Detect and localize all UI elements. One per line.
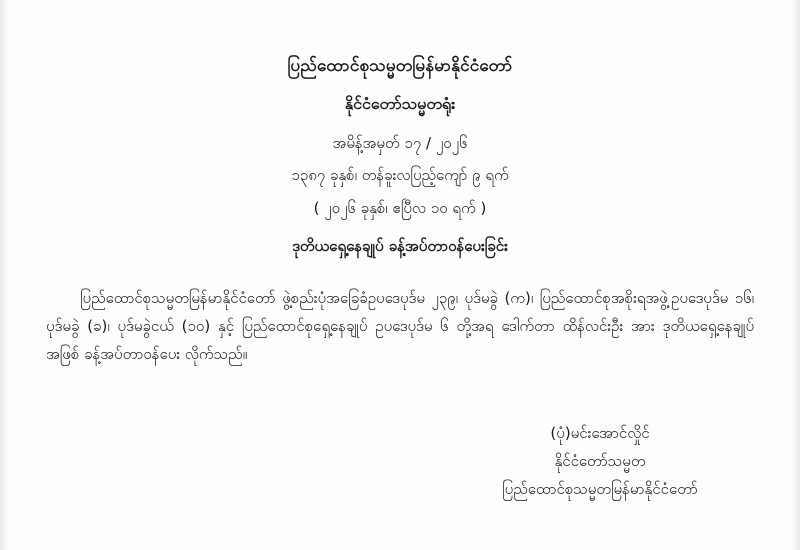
date-myanmar: ၁၃၈၇ ခုနှစ်၊ တန်ခူးလပြည့်ကျော် ၉ ရက်	[291, 166, 509, 184]
order-number: အမိန့်အမှတ် ၁၇ / ၂၀၂၆	[332, 133, 468, 152]
page-right-shadow	[792, 0, 800, 550]
date-gregorian: ( ၂၀၂၆ ခုနှစ်၊ ဧပြီလ ၁၀ ရက် )	[313, 198, 487, 217]
document-content	[46, 54, 754, 368]
signature-organization: ပြည်ထောင်စုသမ္မတမြန်မာနိုင်ငံတော်	[502, 479, 698, 498]
page-left-shadow	[0, 0, 8, 550]
document-subject: ဒုတိယရှေ့နေချုပ် ခန့်အပ်တာဝန်ပေးခြင်း	[292, 237, 508, 255]
document-header-country: ပြည်ထောင်စုသမ္မတမြန်မာနိုင်ငံတော်	[287, 56, 513, 76]
document-body: ပြည်ထောင်စုသမ္မတမြန်မာနိုင်ငံတော် ဖွဲ့စည်းပုံအခြေခံဥပဒေပုဒ်မ ၂၃၉၊ ပုဒ်မခွဲ (က)၊ ပြည်ထောင်စုအစိုးရအဖွဲ့ဥပဒေပုဒ်မ ၁၆၊ ပုဒ်မခွဲ (ခ)၊ ပုဒ်မခွဲငယ် (၁၀) နှင့် ပြည်ထောင်စုရှေ့နေချုပ် ဥပဒေပုဒ်မ ၆ တို့အရ ဒေါက်တာ ထိန်လင်းဦး အား ဒုတိယရှေ့နေချုပ် အဖြစ် ခန့်အပ်တာဝန်ပေး လိုက်သည်။	[46, 289, 754, 363]
signature-name: (ပုံ)မင်းအောင်လှိုင်	[550, 424, 650, 442]
document-header-office: နိုင်ငံတော်သမ္မတရုံး	[344, 93, 456, 113]
signature-block	[450, 420, 750, 503]
signature-title: နိုင်ငံတော်သမ္မတ	[554, 451, 646, 470]
